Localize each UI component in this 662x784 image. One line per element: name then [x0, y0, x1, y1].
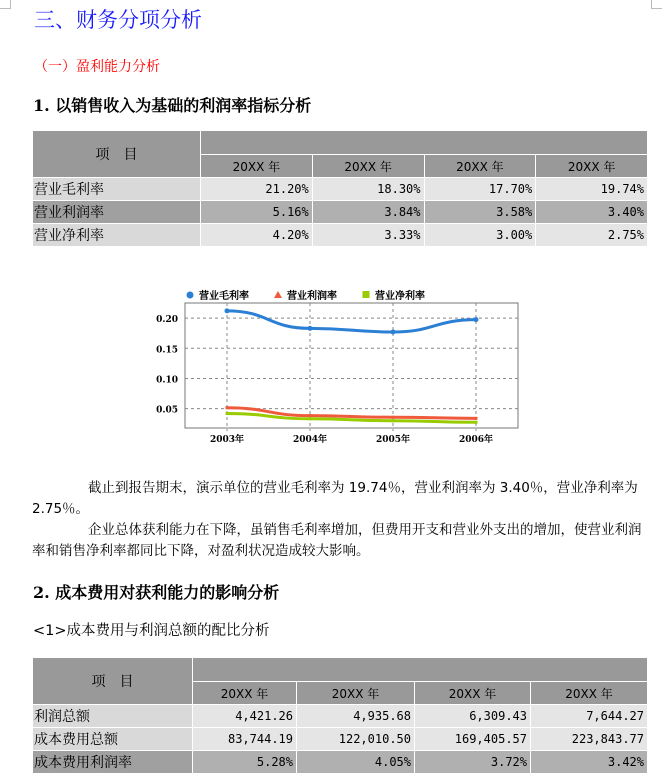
year-header: 20XX 年: [415, 682, 531, 705]
x-tick-label: 2004年: [292, 435, 328, 445]
year-header: 20XX 年: [312, 155, 424, 178]
cell: 3.33%: [312, 224, 424, 247]
data-point: [226, 412, 229, 415]
profit-rate-table: [32, 130, 648, 247]
table-row: [33, 728, 648, 751]
heading-3: <1>成本费用与利润总额的配比分析: [33, 623, 270, 639]
subsection-title: （一）盈利能力分析: [34, 59, 160, 75]
cell: 7,644.27: [531, 705, 648, 728]
y-tick-label: 0.20: [156, 315, 178, 326]
legend-label: 营业净利率: [375, 291, 425, 302]
header-blank: [193, 658, 648, 682]
cell: 3.42%: [531, 751, 648, 774]
row-label: 利润总额: [33, 705, 193, 728]
year-header: 20XX 年: [297, 682, 415, 705]
cell: 5.16%: [201, 201, 313, 224]
cell: 223,843.77: [531, 728, 648, 751]
cell: 4,421.26: [193, 705, 297, 728]
cell: 169,405.57: [415, 728, 531, 751]
row-label: 成本费用总额: [33, 728, 193, 751]
legend-label: 营业毛利率: [199, 291, 249, 302]
x-tick-label: 2003年: [209, 435, 245, 445]
cell: 6,309.43: [415, 705, 531, 728]
table-row: [33, 705, 648, 728]
cell: 18.30%: [312, 178, 424, 201]
cell: 3.84%: [312, 201, 424, 224]
margin-mark: [0, 0, 11, 9]
cell: 2.75%: [536, 224, 648, 247]
paragraph: 截止到报告期末，演示单位的营业毛利率为 19.74％，营业利润率为 3.40％，营业净利率为 2.75％。: [32, 480, 638, 517]
cell: 122,010.50: [297, 728, 415, 751]
cell: 3.72%: [415, 751, 531, 774]
header-blank: [201, 131, 648, 155]
y-tick-label: 0.05: [156, 405, 178, 416]
table-row: [33, 178, 648, 201]
x-tick-label: 2005年: [375, 435, 411, 445]
cell: 21.20%: [201, 178, 313, 201]
cell: 17.70%: [424, 178, 536, 201]
data-point: [392, 416, 395, 419]
profit-rate-chart: [150, 284, 530, 449]
cell: 19.74%: [536, 178, 648, 201]
margin-mark: [651, 0, 662, 9]
row-label: 成本费用利润率: [33, 751, 193, 774]
cell: 3.00%: [424, 224, 536, 247]
year-header: 20XX 年: [536, 155, 648, 178]
section-title: 三、财务分项分析: [34, 8, 202, 32]
table-row: [33, 201, 648, 224]
year-header: 20XX 年: [531, 682, 648, 705]
table-row: [33, 751, 648, 774]
data-point: [225, 308, 230, 313]
row-label: 营业毛利率: [33, 178, 201, 201]
year-header: 20XX 年: [193, 682, 297, 705]
data-point: [309, 417, 312, 420]
legend-marker-icon: [187, 292, 194, 299]
year-header: 20XX 年: [201, 155, 313, 178]
data-point: [475, 417, 478, 420]
cell: 83,744.19: [193, 728, 297, 751]
row-label: 营业净利率: [33, 224, 201, 247]
data-point: [226, 406, 229, 409]
year-header: 20XX 年: [424, 155, 536, 178]
legend-label: 营业利润率: [287, 291, 337, 302]
row-label: 营业利润率: [33, 201, 201, 224]
data-point: [475, 421, 478, 424]
legend-marker-icon: [363, 291, 370, 298]
data-point: [309, 414, 312, 417]
data-point: [392, 419, 395, 422]
x-tick-label: 2006年: [458, 435, 494, 445]
legend-marker-icon: [274, 291, 282, 298]
cell: 5.28%: [193, 751, 297, 774]
item-header: 项 目: [33, 658, 193, 705]
data-point: [391, 329, 396, 334]
data-point: [308, 326, 313, 331]
table-row: [33, 224, 648, 247]
cell: 3.40%: [536, 201, 648, 224]
cell: 4,935.68: [297, 705, 415, 728]
y-tick-label: 0.10: [156, 375, 178, 386]
cell: 4.20%: [201, 224, 313, 247]
heading-1: 1. 以销售收入为基础的利润率指标分析: [33, 96, 312, 115]
heading-2: 2. 成本费用对获利能力的影响分析: [33, 583, 280, 602]
y-tick-label: 0.15: [156, 345, 178, 356]
paragraph: 企业总体获利能力在下降，虽销售毛利率增加，但费用开支和营业外支出的增加，使营业利润率和销售净利率都同比下降，对盈利状况造成较大影响。: [32, 522, 642, 559]
cell: 3.58%: [424, 201, 536, 224]
item-header: 项 目: [33, 131, 201, 178]
cost-profit-table: [32, 657, 648, 774]
cell: 4.05%: [297, 751, 415, 774]
data-point: [474, 317, 479, 322]
